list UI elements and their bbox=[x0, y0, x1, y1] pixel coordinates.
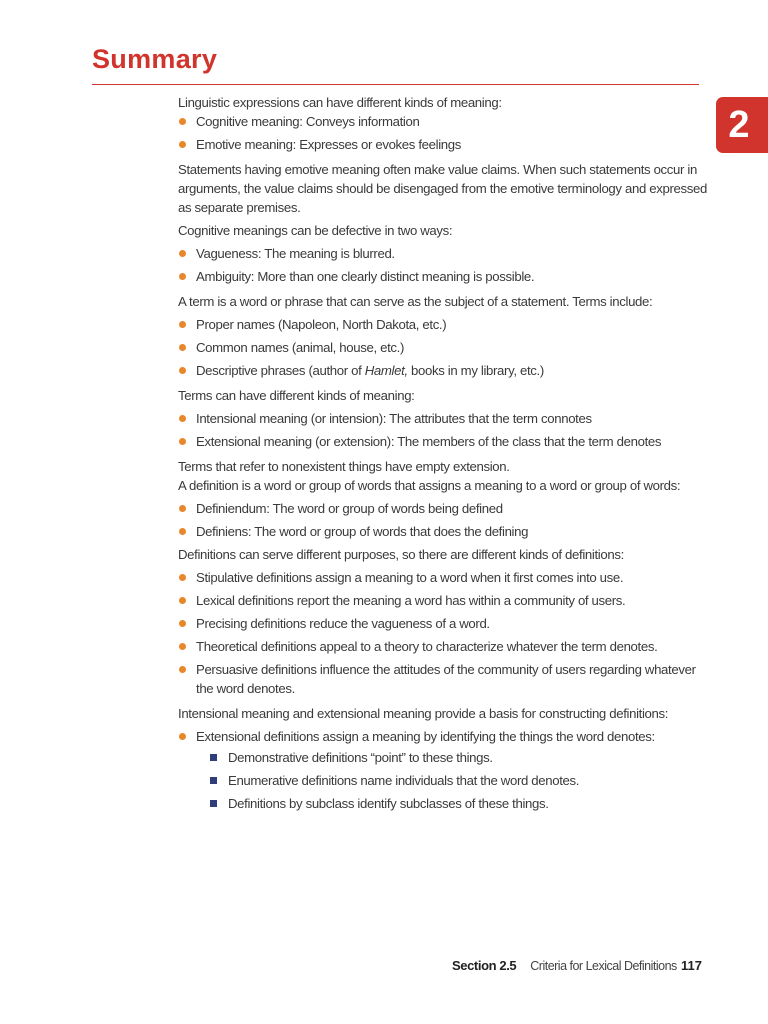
paragraph-meaning: Linguistic expressions can have different kinds of meaning: bbox=[178, 95, 502, 110]
paragraph-definition: A definition is a word or group of words that assigns a meaning to a word or group of words: bbox=[178, 478, 681, 493]
purpose-list bbox=[178, 568, 708, 698]
bullet-icon bbox=[179, 344, 186, 351]
page-footer bbox=[452, 958, 702, 973]
bullet-icon bbox=[179, 733, 186, 740]
term-list bbox=[178, 315, 708, 380]
list-item: Intensional meaning (or intension): The attributes that the term connotes bbox=[178, 409, 708, 428]
sublist-item: Demonstrative definitions “point” to these things. bbox=[210, 748, 708, 767]
term-meaning-list bbox=[178, 409, 708, 451]
sublist-item: Enumerative definitions name individuals that the word denotes. bbox=[210, 771, 708, 790]
bullet-icon bbox=[179, 597, 186, 604]
paragraph-basis: Intensional meaning and extensional meaning provide a basis for constructing definitions: bbox=[178, 706, 669, 721]
bullet-icon bbox=[179, 528, 186, 535]
paragraph-defective: Cognitive meanings can be defective in two ways: bbox=[178, 223, 453, 238]
bullet-icon bbox=[179, 367, 186, 374]
defective-list bbox=[178, 244, 708, 286]
list-item: Emotive meaning: Expresses or evokes feelings bbox=[178, 135, 708, 154]
list-item: Theoretical definitions appeal to a theory to characterize whatever the term denotes. bbox=[178, 637, 708, 656]
list-item: Extensional definitions assign a meaning by identifying the things the word denotes: Demonstrative definitions “point” to these things. Enumerative definitions name individuals that the word denotes. Definitions by subclass identify subclasses of these things. bbox=[178, 727, 708, 813]
bullet-icon bbox=[179, 141, 186, 148]
section-title: Criteria for Lexical Definitions bbox=[530, 959, 677, 973]
page-number: 117 bbox=[681, 958, 702, 973]
list-item: Cognitive meaning: Conveys information bbox=[178, 112, 708, 131]
page-title: Summary bbox=[92, 44, 218, 74]
title-divider bbox=[92, 84, 699, 85]
list-item: Extensional meaning (or extension): The members of the class that the term denotes bbox=[178, 432, 708, 451]
square-bullet-icon bbox=[210, 800, 217, 807]
bullet-icon bbox=[179, 574, 186, 581]
paragraph-emotive: Statements having emotive meaning often make value claims. When such statements occur in arguments, the value claims should be disengaged from the emotive terminology and expressed as separate premises. bbox=[178, 162, 707, 215]
bullet-icon bbox=[179, 505, 186, 512]
paragraph-purposes: Definitions can serve different purposes, so there are different kinds of definitions: bbox=[178, 547, 624, 562]
section-label: Section 2.5 bbox=[452, 958, 517, 973]
list-item: Vagueness: The meaning is blurred. bbox=[178, 244, 708, 263]
list-item: Lexical definitions report the meaning a word has within a community of users. bbox=[178, 591, 708, 610]
paragraph-term: A term is a word or phrase that can serve as the subject of a statement. Terms include: bbox=[178, 294, 653, 309]
list-item: Persuasive definitions influence the attitudes of the community of users regarding whatever the word denotes. bbox=[178, 660, 708, 698]
list-item: Common names (animal, house, etc.) bbox=[178, 338, 708, 357]
square-bullet-icon bbox=[210, 754, 217, 761]
basis-list bbox=[178, 727, 708, 813]
extensional-sublist bbox=[196, 748, 708, 813]
bullet-icon bbox=[179, 643, 186, 650]
bullet-icon bbox=[179, 250, 186, 257]
sublist-item: Definitions by subclass identify subclasses of these things. bbox=[210, 794, 708, 813]
square-bullet-icon bbox=[210, 777, 217, 784]
bullet-icon bbox=[179, 666, 186, 673]
bullet-icon bbox=[179, 273, 186, 280]
list-item: Descriptive phrases (author of Hamlet, books in my library, etc.) bbox=[178, 361, 708, 380]
paragraph-term-meaning: Terms can have different kinds of meaning: bbox=[178, 388, 415, 403]
list-item: Definiendum: The word or group of words being defined bbox=[178, 499, 708, 518]
list-item: Proper names (Napoleon, North Dakota, etc.) bbox=[178, 315, 708, 334]
list-item: Precising definitions reduce the vagueness of a word. bbox=[178, 614, 708, 633]
summary-body bbox=[178, 93, 708, 819]
paragraph-empty-extension: Terms that refer to nonexistent things have empty extension. bbox=[178, 459, 510, 474]
list-item: Ambiguity: More than one clearly distinct meaning is possible. bbox=[178, 267, 708, 286]
bullet-icon bbox=[179, 415, 186, 422]
list-item: Definiens: The word or group of words that does the defining bbox=[178, 522, 708, 541]
bullet-icon bbox=[179, 438, 186, 445]
meaning-list bbox=[178, 112, 708, 154]
chapter-tab: 2 bbox=[716, 97, 768, 153]
definition-list bbox=[178, 499, 708, 541]
bullet-icon bbox=[179, 118, 186, 125]
bullet-icon bbox=[179, 620, 186, 627]
list-item: Stipulative definitions assign a meaning to a word when it first comes into use. bbox=[178, 568, 708, 587]
bullet-icon bbox=[179, 321, 186, 328]
